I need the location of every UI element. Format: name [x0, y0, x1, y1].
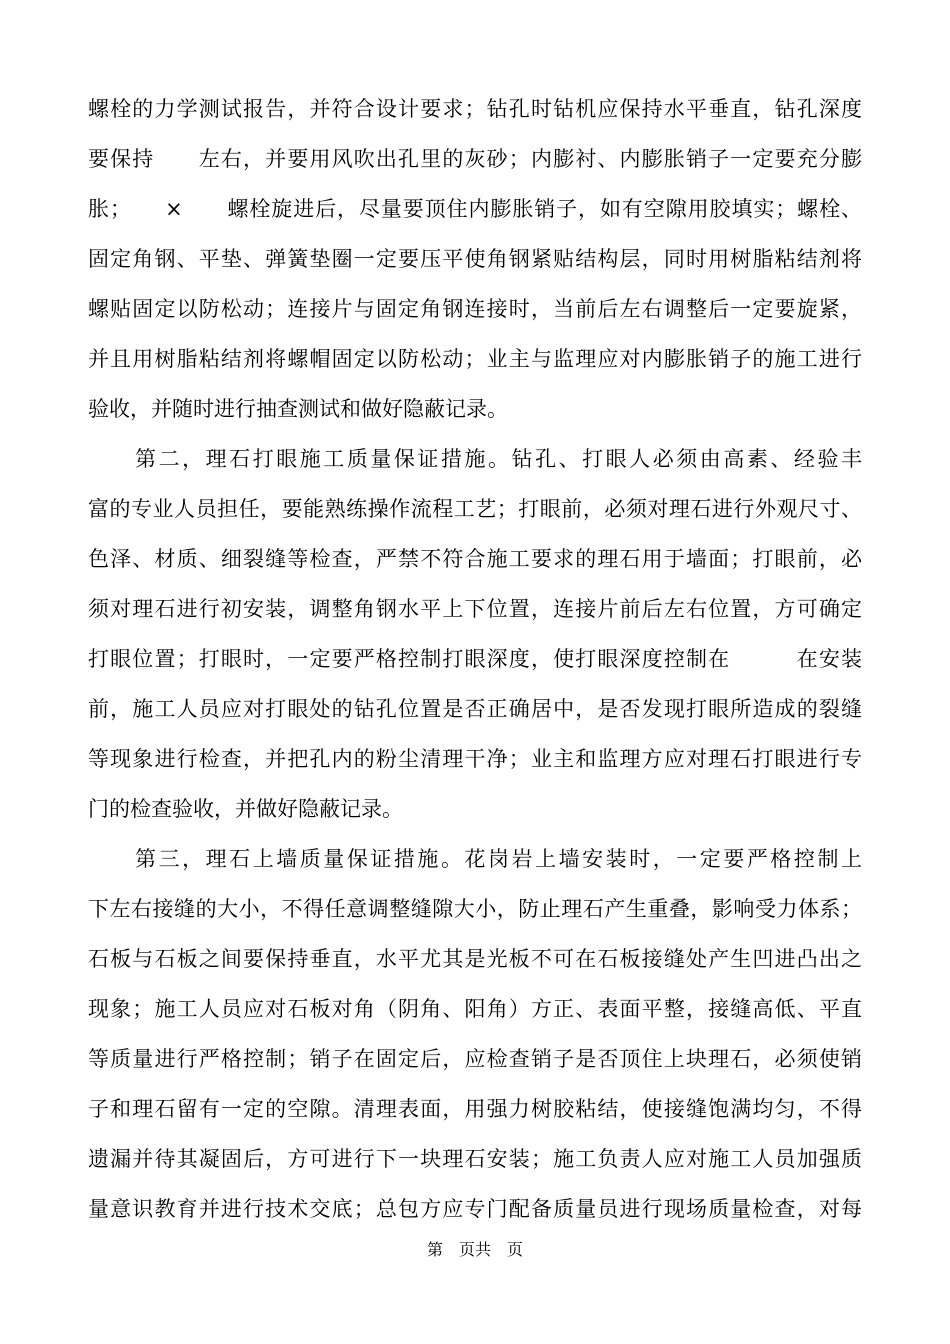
text-line: 量意识教育并进行技术交底；总包方应专门配备质量员进行现场质量检查，对每: [88, 1197, 862, 1221]
text-line: 等质量进行严格控制；销子在固定后，应检查销子是否顶住上块理石，必须使销: [88, 1047, 862, 1071]
text-line: 前，施工人员应对打眼处的钻孔位置是否正确居中，是否发现打眼所造成的裂缝: [88, 697, 862, 721]
text-line: 子和理石留有一定的空隙。清理表面，用强力树胶粘结，使接缝饱满均匀，不得: [88, 1097, 862, 1121]
text-line: 现象；施工人员应对石板对角（阴角、阳角）方正、表面平整，接缝高低、平直: [88, 997, 862, 1021]
text-line: 遗漏并待其凝固后，方可进行下一块理石安装；施工负责人应对施工人员加强质: [88, 1147, 862, 1171]
text-line: 富的专业人员担任，要能熟练操作流程工艺；打眼前，必须对理石进行外观尺寸、: [88, 497, 862, 521]
text-line: 等现象进行检查，并把孔内的粉尘清理干净；业主和监理方应对理石打眼进行专: [88, 747, 862, 771]
text-line: 螺栓的力学测试报告，并符合设计要求；钻孔时钻机应保持水平垂直，钻孔深度: [88, 97, 862, 121]
text-line: 并且用树脂粘结剂将螺帽固定以防松动；业主与监理应对内膨胀销子的施工进行: [88, 347, 862, 371]
text-line: 门的检查验收，并做好隐蔽记录。: [88, 797, 403, 821]
text-line: 下左右接缝的大小，不得任意调整缝隙大小，防止理石产生重叠，影响受力体系；: [88, 897, 862, 921]
text-line: 验收，并随时进行抽查测试和做好隐蔽记录。: [88, 397, 508, 421]
text-line: 须对理石进行初安装，调整角钢水平上下位置，连接片前后左右位置，方可确定: [88, 597, 862, 621]
text-line: 要保持 左右，并要用风吹出孔里的灰砂；内膨衬、内膨胀销子一定要充分膨: [88, 147, 862, 171]
text-line: 色泽、材质、细裂缝等检查，严禁不符合施工要求的理石用于墙面；打眼前，必: [88, 547, 862, 571]
page-footer: 第 页共 页: [426, 1240, 523, 1259]
text-line: 第三，理石上墙质量保证措施。花岗岩上墙安装时，一定要严格控制上: [88, 847, 862, 871]
text-line: 石板与石板之间要保持垂直，水平尤其是光板不可在石板接缝处产生凹进凸出之: [88, 947, 862, 971]
document-body: [88, 84, 862, 1234]
text-line: 固定角钢、平垫、弹簧垫圈一定要压平使角钢紧贴结构层，同时用树脂粘结剂将: [88, 247, 862, 271]
text-line: 螺贴固定以防松动；连接片与固定角钢连接时，当前后左右调整后一定要旋紧，: [88, 297, 862, 321]
text-line: 打眼位置；打眼时，一定要严格控制打眼深度，使打眼深度控制在 在安装: [88, 647, 862, 671]
text-line: 胀； × 螺栓旋进后，尽量要顶住内膨胀销子，如有空隙用胶填实；螺栓、: [88, 197, 862, 221]
text-line: 第二，理石打眼施工质量保证措施。钻孔、打眼人必须由高素、经验丰: [88, 447, 862, 471]
